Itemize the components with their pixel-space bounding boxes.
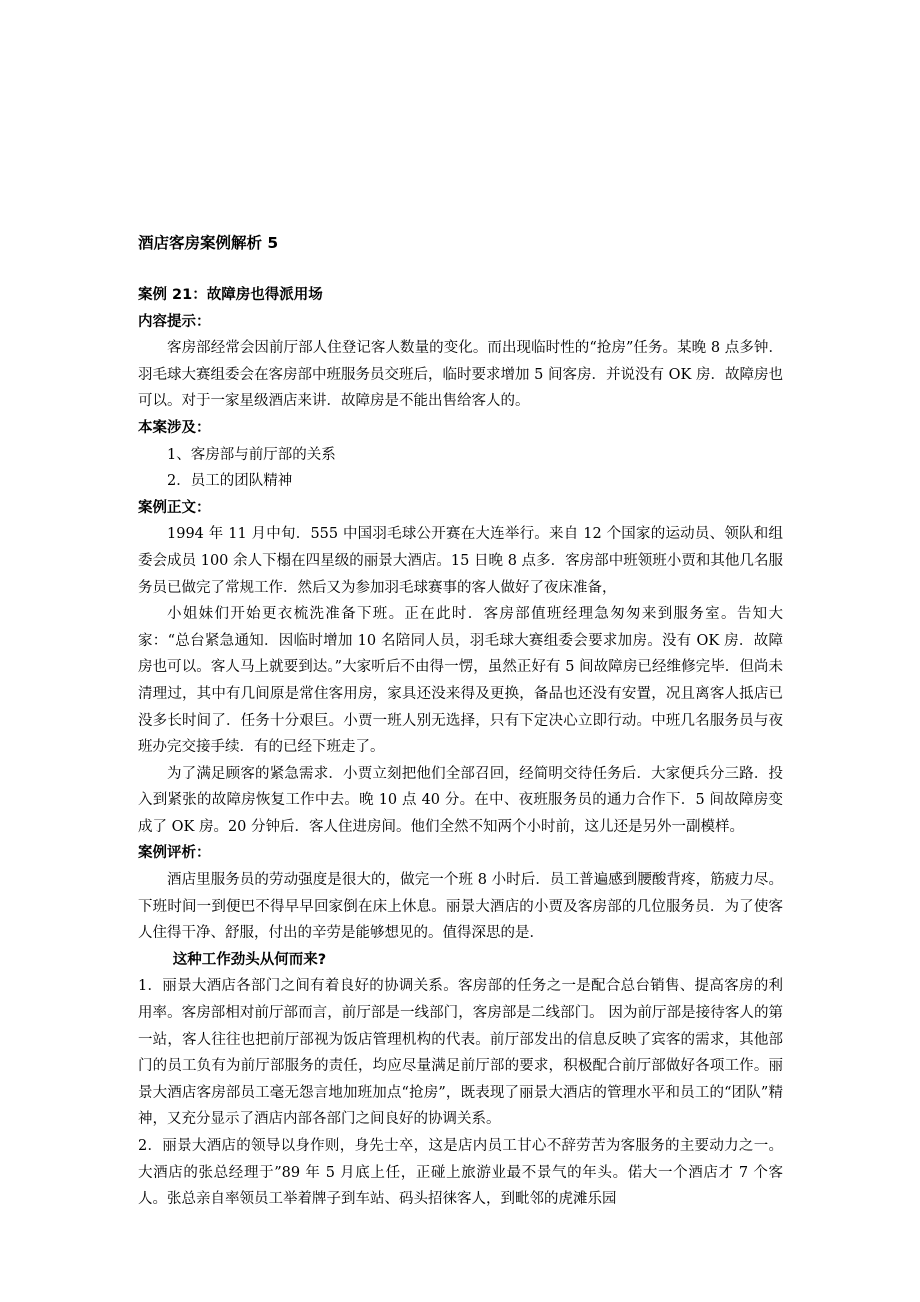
review-question: 这种工作劲头从何而来?: [172, 951, 327, 968]
involve-item: 1、客房部与前厅部的关系: [167, 446, 336, 463]
tip-paragraph: 客房部经常会因前厅部人住登记客人数量的变化。而出现临时性的“抢房”任务。某晚 8 点多钟．羽毛球大赛组委会在客房部中班服务员交班后，临时要求增加 5 间客房．并说没有 OK 房．故障房也可以。对于一家星级酒店来讲．故障房是不能出售给客人的。: [138, 340, 783, 410]
tip-heading: 内容提示：: [138, 313, 211, 330]
body-paragraph: 为了满足顾客的紧急需求．小贾立刻把他们全部召回，经简明交待任务后．大家便兵分三路．投入到紧张的故障房恢复工作中去。晚 10 点 40 分。在中、夜班服务员的通力合作下．5 间故障房变成了 OK 房。20 分钟后．客人住进房间。他们全然不知两个小时前，这儿还是另外一副模样。: [138, 765, 783, 835]
document-content: [138, 230, 783, 1213]
involve-heading: 本案涉及：: [138, 419, 211, 436]
analysis-point: 2．丽景大酒店的领导以身作则，身先士卒，这是店内员工甘心不辞劳苦为客服务的主要动力之一。大酒店的张总经理于”89 年 5 月底上任，正碰上旅游业最不景气的年头。偌大一个酒店才 7 个客人。张总亲自率领员工举着牌子到车站、码头招徕客人，到毗邻的虎滩乐园: [138, 1138, 783, 1208]
case-title: 案例 21：故障房也得派用场: [138, 287, 323, 303]
body-paragraph: 1994 年 11 月中旬．555 中国羽毛球公开赛在大连举行。来自 12 个国家的运动员、领队和组委会成员 100 余人下榻在四星级的丽景大酒店。15 日晚 8 点多．客房部中班领班小贾和其他几名服务员已做完了常规工作．然后又为参加羽毛球赛事的客人做好了夜床准备，: [138, 526, 783, 596]
body-heading: 案例正文：: [138, 499, 211, 516]
review-heading: 案例评析：: [138, 845, 211, 862]
body-paragraph: 小姐妹们开始更衣梳洗准备下班。正在此时．客房部值班经理急匆匆来到服务室。告知大家：“总台紧急通知．因临时增加 10 名陪同人员，羽毛球大赛组委会要求加房。没有 OK 房．故障房也可以。客人马上就要到达。”大家听后不由得一愣，虽然正好有 5 间故障房已经维修完毕．但尚未清理过，其中有几间原是常住客用房，家具还没来得及更换，备品也还没有安置，况且离客人抵店已没多长时间了．任务十分艰巨。小贾一班人别无选择，只有下定决心立即行动。中班几名服务员与夜班办完交接手续．有的已经下班走了。: [138, 606, 783, 756]
review-paragraph: 酒店里服务员的劳动强度是很大的，做完一个班 8 小时后．员工普遍感到腰酸背疼，筋疲力尽。下班时间一到便巴不得早早回家倒在床上休息。丽景大酒店的小贾及客房部的几位服务员．为了使客人住得干净、舒服，付出的辛劳是能够想见的。值得深思的是．: [138, 872, 783, 942]
document-title: 酒店客房案例解析 5: [138, 234, 279, 252]
involve-item: 2．员工的团队精神: [167, 473, 293, 490]
analysis-point: 1．丽景大酒店各部门之间有着良好的协调关系。客房部的任务之一是配合总台销售、提高客房的利用率。客房部相对前厅部而言，前厅部是一线部门，客房部是二线部门。 因为前厅部是接待客人的第一站，客人往往也把前厅部视为饭店管理机构的代表。前厅部发出的信息反映了宾客的需求，其他部门的员工负有为前厅部服务的责任，均应尽量满足前厅部的要求，积极配合前厅部做好各项工作。丽景大酒店客房部员工毫无怨言地加班加点“抢房”，既表现了丽景大酒店的管理水平和员工的“团队”精神，又充分显示了酒店内部各部门之间良好的协调关系。: [138, 978, 783, 1128]
